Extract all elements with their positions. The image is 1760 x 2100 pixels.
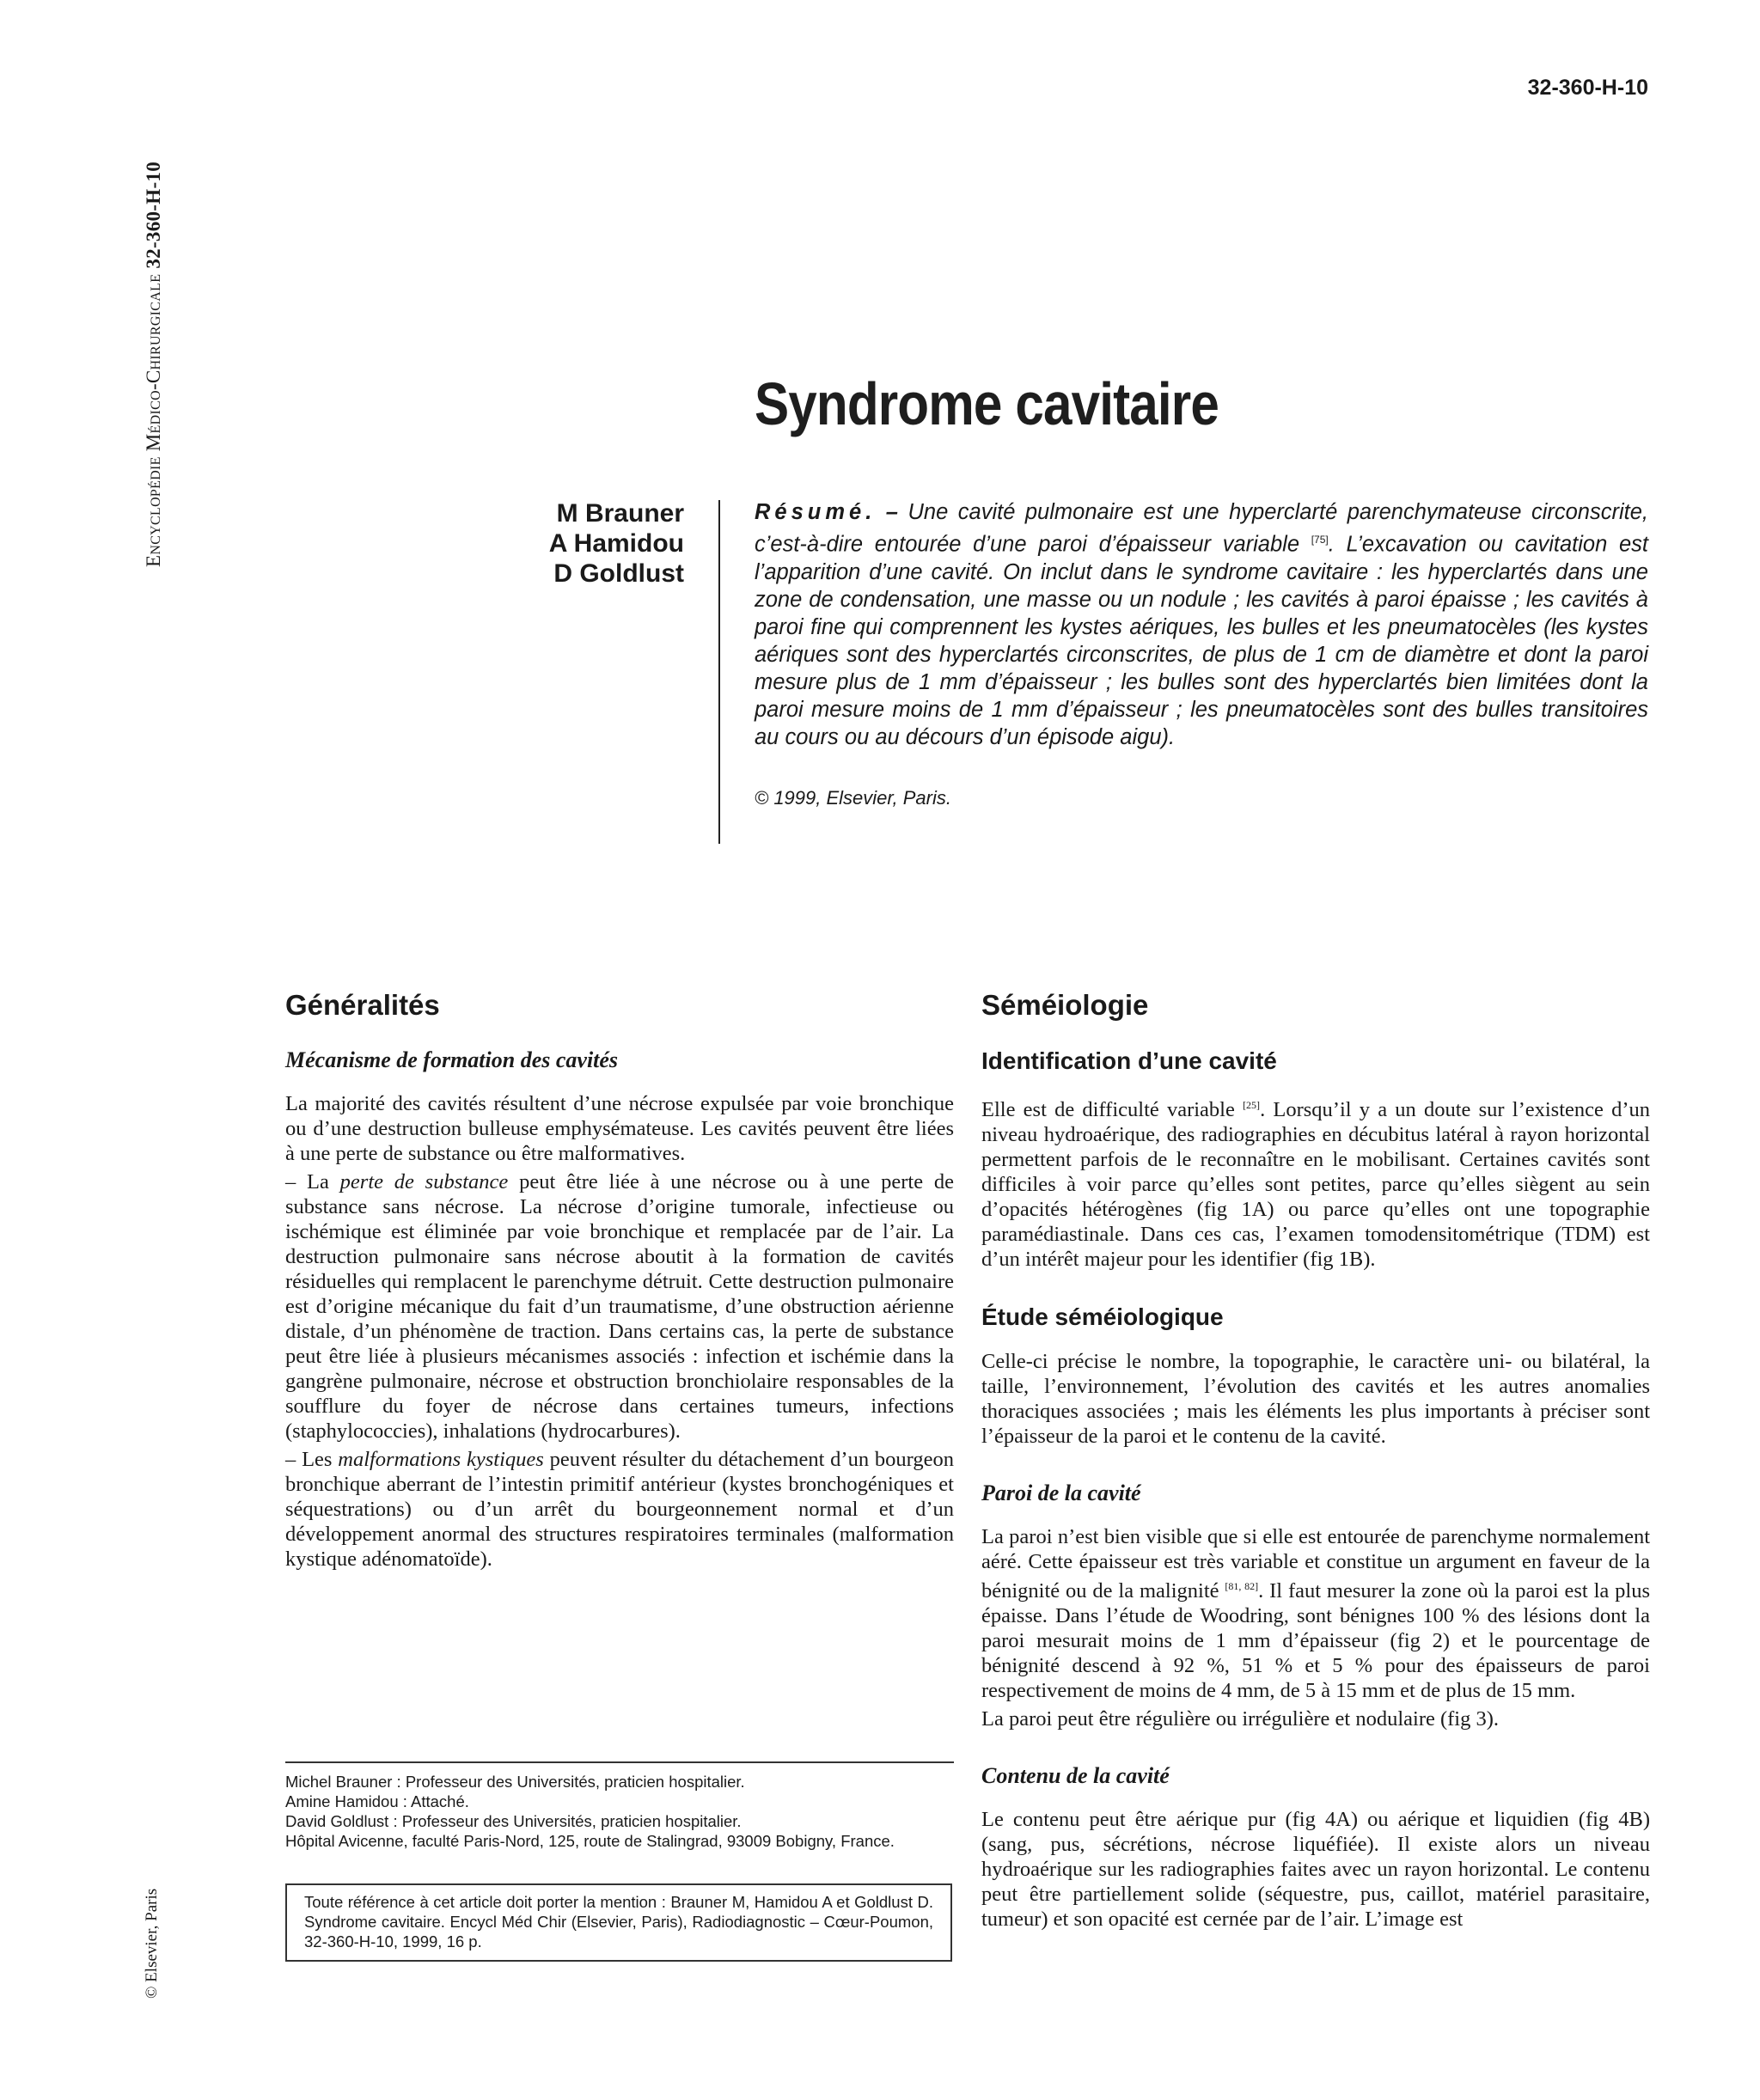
author-affiliations (285, 1772, 964, 1851)
abstract-copyright: © 1999, Elsevier, Paris. (755, 787, 951, 809)
paragraph: Celle-ci précise le nombre, la topographie, le caractère uni- ou bilatéral, la taille, l’environnement, l’évolution des cavités et les autres anomalies thoraciques associées ; mais les éléments les plus importants à préciser sont l’épaisseur de la paroi et le contenu de la cavité. (981, 1350, 1650, 1449)
abstract-text: . L’excavation ou cavitation est l’apparition d’une cavité. On inclut dans le syndrome cavitaire : les hyperclartés dans une zone de condensation, une masse ou un nodule ; les cavités à paroi épaisse ; les cavités à paroi fine qui comprennent les kystes aériques, les bulles et les pneumatocèles (les kystes aériques sont des hyperclartés circonscrites, de plus de 1 cm de diamètre et dont la paroi mesure plus de 1 mm d’épaisseur ; les bulles sont des hyperclartés bien limitées dont la paroi mesure moins de 1 mm d’épaisseur ; les pneumatocèles sont des bulles transitoires au cours ou au décours d’un épisode aigu). (755, 532, 1648, 749)
footnote-line: Hôpital Avicenne, faculté Paris-Nord, 125, route de Stalingrad, 93009 Bobigny, France. (285, 1832, 895, 1850)
side-doc-code: 32-360-H-10 (143, 161, 164, 269)
paragraph: La paroi peut être régulière ou irrégulière et nodulaire (fig 3). (981, 1707, 1500, 1731)
paragraph-text: peuvent résulter du détachement d’un bourgeon bronchique aberrant de l’intestin primitif antérieur (kystes bronchogéniques et séquestrations) ou d’un arrêt du bourgeonnement normal et d’un développement anormal des structures respiratoires terminales (malformation kystique adénomatoïde). (285, 1448, 954, 1571)
reference-marker: [75] (1311, 534, 1329, 546)
minor-heading: Paroi de la cavité (981, 1480, 1141, 1506)
paragraph-text: – La (285, 1170, 340, 1193)
paragraph-text: . Il faut mesurer la zone où la paroi est la plus épaisse. Dans l’étude de Woodring, sont bénignes 100 % des lésions dont la paroi mesurait moins de 1 mm d’épaisseur (fig 2) et le pourcentage de bénignité descend à 92 %, 51 % et 5 % pour des épaisseurs de paroi respectivement de moins de 4 mm, de 5 à 15 mm et de plus de 15 mm. (981, 1579, 1650, 1703)
paragraph-text: – Les (285, 1448, 339, 1471)
paragraph-text: . Lorsqu’il y a un doute sur l’existence d’un niveau hydroaérique, des radiographies en décubitus latéral à rayon horizontal permettent parfois de le reconnaître en le mobilisant. Certaines cavités sont difficiles à voir parce qu’elles sont petites, parce qu’elles siègent au sein d’opacités hétérogènes (fig 1A) ou parce qu’elles ont une topographie paramédiastinale. Dans ces cas, l’examen tomodensitométrique (TDM) est d’un intérêt majeur pour les identifier (fig 1B). (981, 1098, 1651, 1272)
reference-marker: [25] (1243, 1099, 1261, 1111)
right-column (981, 988, 1650, 1935)
author-name: D Goldlust (553, 559, 684, 588)
page-title: Syndrome cavitaire (755, 370, 1219, 437)
paragraph-text: peut être liée à une nécrose ou à une perte de substance sans nécrose. La nécrose d’origine tumorale, infectieuse ou ischémique est éliminée par voie bronchique et remplacée par de l’air. La destruction pulmonaire sans nécrose aboutit à la formation de cavités résiduelles qui remplacent le parenchyme détruit. Cette destruction pulmonaire est d’origine mécanique du fait d’un traumatisme, d’une obstruction aérienne distale, d’un phénomène de traction. Dans certains cas, la perte de substance peut être liée à plusieurs mécanismes associés : infection et ischémie dans la gangrène pulmonaire, nécrose et obstruction bronchiolaire responsables de la soufflure du foyer de nécrose dans certaines tumeurs, infections (staphylococcies), inhalations (hydrocarbures). (285, 1170, 954, 1443)
document-code: 32-360-H-10 (1527, 76, 1648, 100)
paragraph-text: La paroi n’est bien visible que si elle est entourée de parenchyme normalement aéré. Cette épaisseur est très variable et constitue un argument en faveur de la bénignité ou de la malignité (981, 1525, 1650, 1603)
paragraph (285, 1169, 954, 1444)
paragraph (981, 1524, 1650, 1703)
footnote-line: Amine Hamidou : Attaché. (285, 1792, 469, 1810)
left-column (285, 988, 954, 1575)
abstract-label: Résumé. (755, 500, 877, 524)
minor-heading: Contenu de la cavité (981, 1763, 1170, 1789)
section-heading: Séméiologie (981, 989, 1149, 1021)
author-name: A Hamidou (548, 529, 684, 558)
footnote-line: David Goldlust : Professeur des Universités, praticien hospitalier. (285, 1812, 742, 1830)
paragraph: Le contenu peut être aérique pur (fig 4A) ou aérique et liquidien (fig 4B) (sang, pus, sécrétions, nécrose liquéfiée). Il existe alors un niveau hydroaérique sur les radiographies faites avec un rayon horizontal. Le contenu peut être partiellement solide (séquestre, pus, caillot, matériel parasitaire, tumeur) et son opacité est cernée par de l’air. L’image est (981, 1808, 1650, 1932)
paragraph: La majorité des cavités résultent d’une nécrose expulsée par voie bronchique ou d’une destruction bulleuse emphysémateuse. Les cavités peuvent être liées à une perte de substance ou être malformatives. (285, 1092, 954, 1165)
subsection-heading: Mécanisme de formation des cavités (285, 1047, 619, 1072)
reference-marker: [81, 82] (1225, 1580, 1259, 1593)
subsection-heading: Identification d’une cavité (981, 1047, 1277, 1074)
abstract-text: Une cavité pulmonaire est une hyperclarté parenchymateuse circonscrite, c’est-à-dire entourée d’une paroi d’épaisseur variable (755, 500, 1648, 557)
section-heading: Généralités (285, 989, 440, 1021)
footnote-line: Michel Brauner : Professeur des Universités, praticien hospitalier. (285, 1773, 745, 1791)
paragraph-text: Elle est de difficulté variable (981, 1098, 1244, 1122)
side-journal-label (143, 162, 165, 567)
subsection-heading: Étude séméiologique (981, 1303, 1224, 1331)
footnote-divider (285, 1761, 954, 1763)
citation-box: Toute référence à cet article doit porter la mention : Brauner M, Hamidou A et Goldlust D. Syndrome cavitaire. Encycl Méd Chir (Elsevier, Paris), Radiodiagnostic – Cœur-Poumon, 32-360-H-10, 1999, 16 p. (285, 1883, 952, 1962)
paragraph (981, 1093, 1650, 1272)
abstract-dash: – (876, 500, 908, 524)
emphasis-text: malformations kystiques (338, 1448, 544, 1471)
side-journal-name: Encyclopédie Médico-Chirurgicale (143, 273, 164, 567)
author-list (549, 498, 684, 589)
abstract-divider (718, 500, 720, 844)
abstract (755, 498, 1648, 751)
side-copyright: © Elsevier, Paris (143, 1888, 161, 1999)
paragraph (285, 1447, 954, 1572)
author-name: M Brauner (556, 499, 684, 528)
emphasis-text: perte de substance (339, 1170, 509, 1193)
